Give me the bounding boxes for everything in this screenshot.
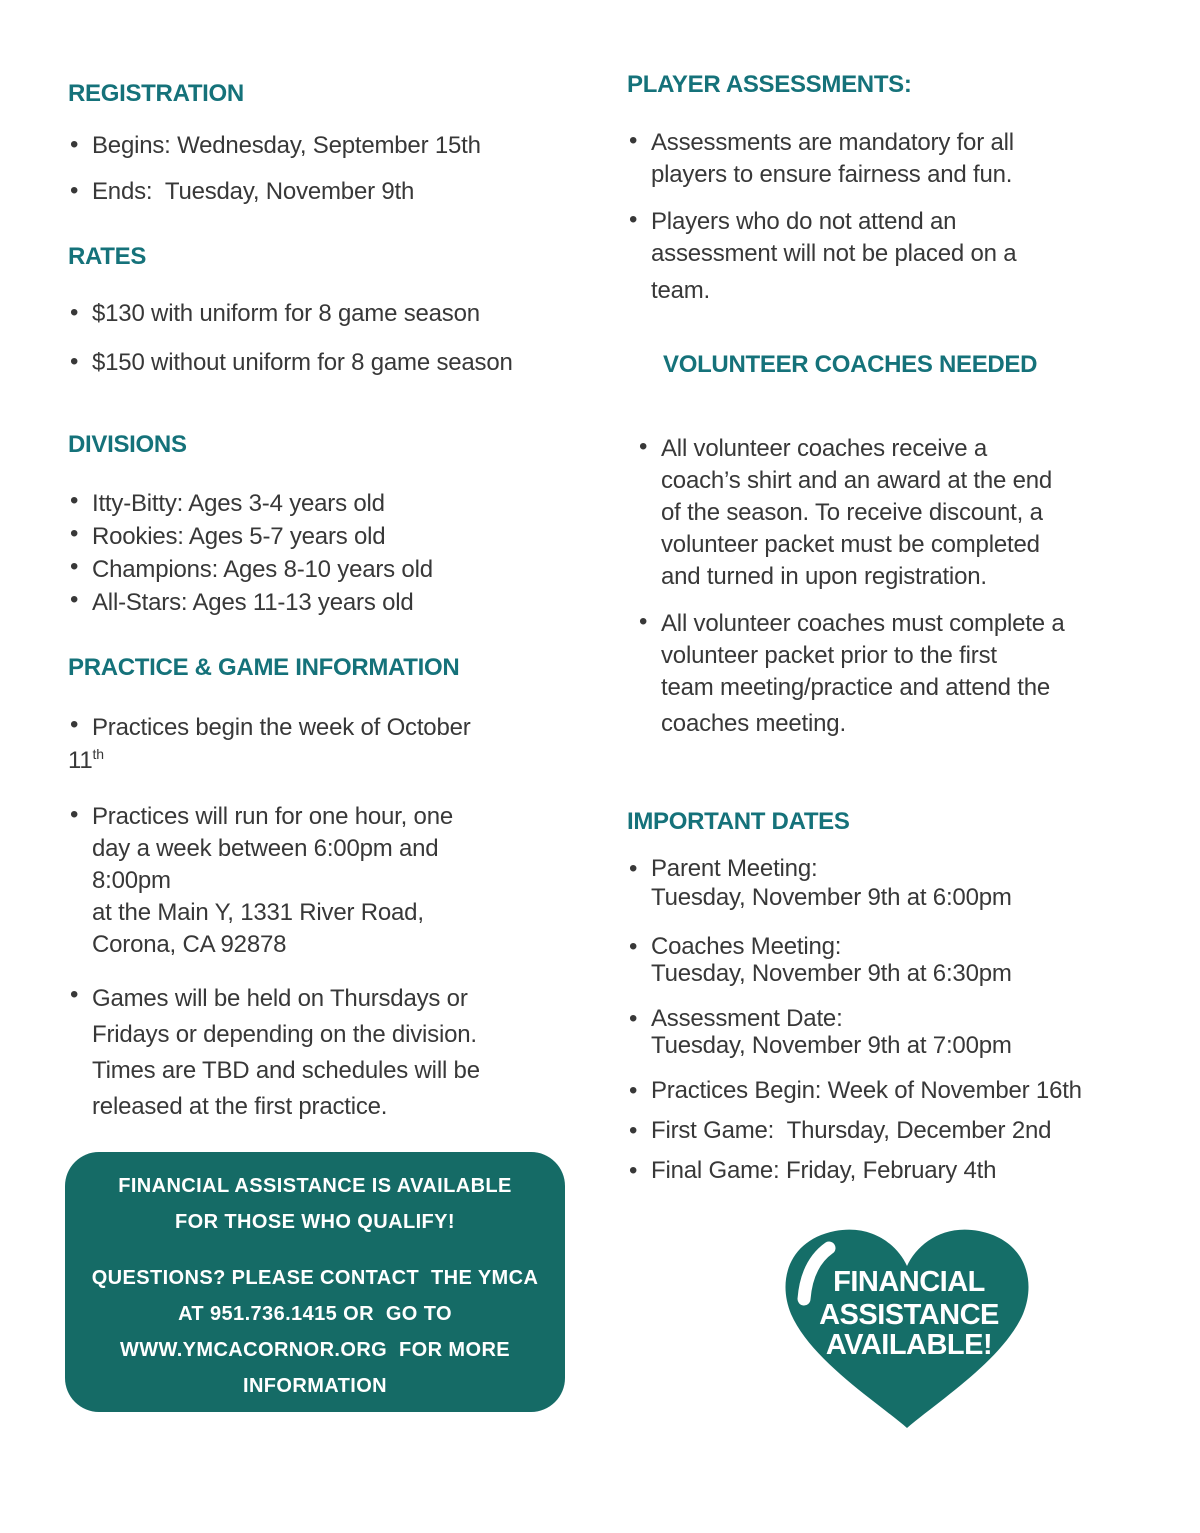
list-item: • $130 with uniform for 8 game season: [68, 299, 588, 329]
list-item: • Practices begin the week of October 11th: [68, 711, 588, 777]
list-item: • Players who do not attend an assessment will not be placed on a team.: [627, 206, 1172, 307]
important-dates-heading: IMPORTANT DATES: [627, 808, 850, 835]
list-item: • All-Stars: Ages 11-13 years old: [68, 586, 588, 619]
registration-heading: REGISTRATION: [68, 80, 244, 107]
box-group-contact: QUESTIONS? PLEASE CONTACT THE YMCA AT 951.736.1415 OR GO TO WWW.YMCACORNOR.ORG FOR MORE INFORMATION: [65, 1260, 565, 1404]
list-item: • Champions: Ages 8-10 years old: [68, 553, 588, 586]
practice-bullet-times: [68, 801, 588, 961]
date-item-parent-meeting: [627, 855, 1172, 913]
registration-list: [68, 131, 588, 207]
list-item: • All volunteer coaches receive a coach’s shirt and an award at the end of the season. To receive discount, a volunteer packet must be completed and turned in upon registration.: [637, 433, 1182, 593]
box-group-qualify: FINANCIAL ASSISTANCE IS AVAILABLE FOR THOSE WHO QUALIFY!: [118, 1175, 512, 1233]
heart-text-line: FINANCIAL: [833, 1266, 985, 1298]
divisions-list: [68, 487, 588, 619]
volunteer-bullet-2: [637, 608, 1182, 740]
assessments-bullet-1: [627, 127, 1172, 191]
list-item: • Assessment Date: Tuesday, November 9th at 7:00pm: [627, 1005, 1172, 1059]
list-item: • Games will be held on Thursdays or Fridays or depending on the division. Times are TBD and schedules will be released at the first practice.: [68, 981, 588, 1125]
practice-bullet-begin: [68, 711, 588, 777]
list-item: • Practices Begin: Week of November 16th: [627, 1077, 1172, 1104]
list-item: • Final Game: Friday, February 4th: [627, 1157, 1172, 1184]
volunteer-heading: VOLUNTEER COACHES NEEDED: [663, 351, 1038, 378]
list-item: • Coaches Meeting: Tuesday, November 9th at 6:30pm: [627, 933, 1172, 987]
assessments-bullet-2: [627, 206, 1172, 307]
practice-bullet-games: [68, 981, 588, 1125]
practice-heading: PRACTICE & GAME INFORMATION: [68, 654, 460, 681]
date-item-coaches-meeting: [627, 933, 1172, 987]
date-item-final-game: [627, 1157, 1172, 1184]
heart-text-line: ASSISTANCE: [819, 1299, 999, 1331]
list-item: • Ends: Tuesday, November 9th: [68, 177, 588, 207]
volunteer-bullet-1: [637, 433, 1182, 593]
phone-number-line: AT 951.736.1415 OR GO TO: [178, 1303, 452, 1325]
list-item: • Rookies: Ages 5-7 years old: [68, 520, 588, 553]
list-item: • First Game: Thursday, December 2nd: [627, 1117, 1172, 1144]
date-item-first-game: [627, 1117, 1172, 1144]
assessments-heading: PLAYER ASSESSMENTS:: [627, 71, 912, 98]
financial-assistance-box: [65, 1152, 565, 1412]
list-item: • $150 without uniform for 8 game season: [68, 348, 588, 378]
rates-heading: RATES: [68, 243, 147, 270]
rates-list: [68, 299, 588, 378]
heart-text-line: AVAILABLE!: [825, 1329, 993, 1361]
list-item: • Practices will run for one hour, one day a week between 6:00pm and 8:00pm at the Main Y, 1331 River Road, Corona, CA 92878: [68, 801, 588, 961]
practice-date-line: 11th: [68, 746, 104, 774]
heart-icon: [777, 1222, 1037, 1434]
list-item: • Itty-Bitty: Ages 3-4 years old: [68, 487, 588, 520]
date-item-assessment-date: [627, 1005, 1172, 1059]
list-item: • All volunteer coaches must complete a volunteer packet prior to the first team meeting/practice and attend the coaches meeting.: [637, 608, 1182, 740]
website-line: WWW.YMCACORNOR.ORG FOR MORE: [119, 1339, 511, 1361]
list-item: • Begins: Wednesday, September 15th: [68, 131, 588, 161]
divisions-heading: DIVISIONS: [68, 431, 187, 458]
list-item: • Parent Meeting: Tuesday, November 9th at 6:00pm: [627, 855, 1172, 913]
date-item-practices-begin: [627, 1077, 1172, 1104]
financial-assistance-heart-badge: [777, 1222, 1037, 1434]
list-item: • Assessments are mandatory for all players to ensure fairness and fun.: [627, 127, 1172, 191]
